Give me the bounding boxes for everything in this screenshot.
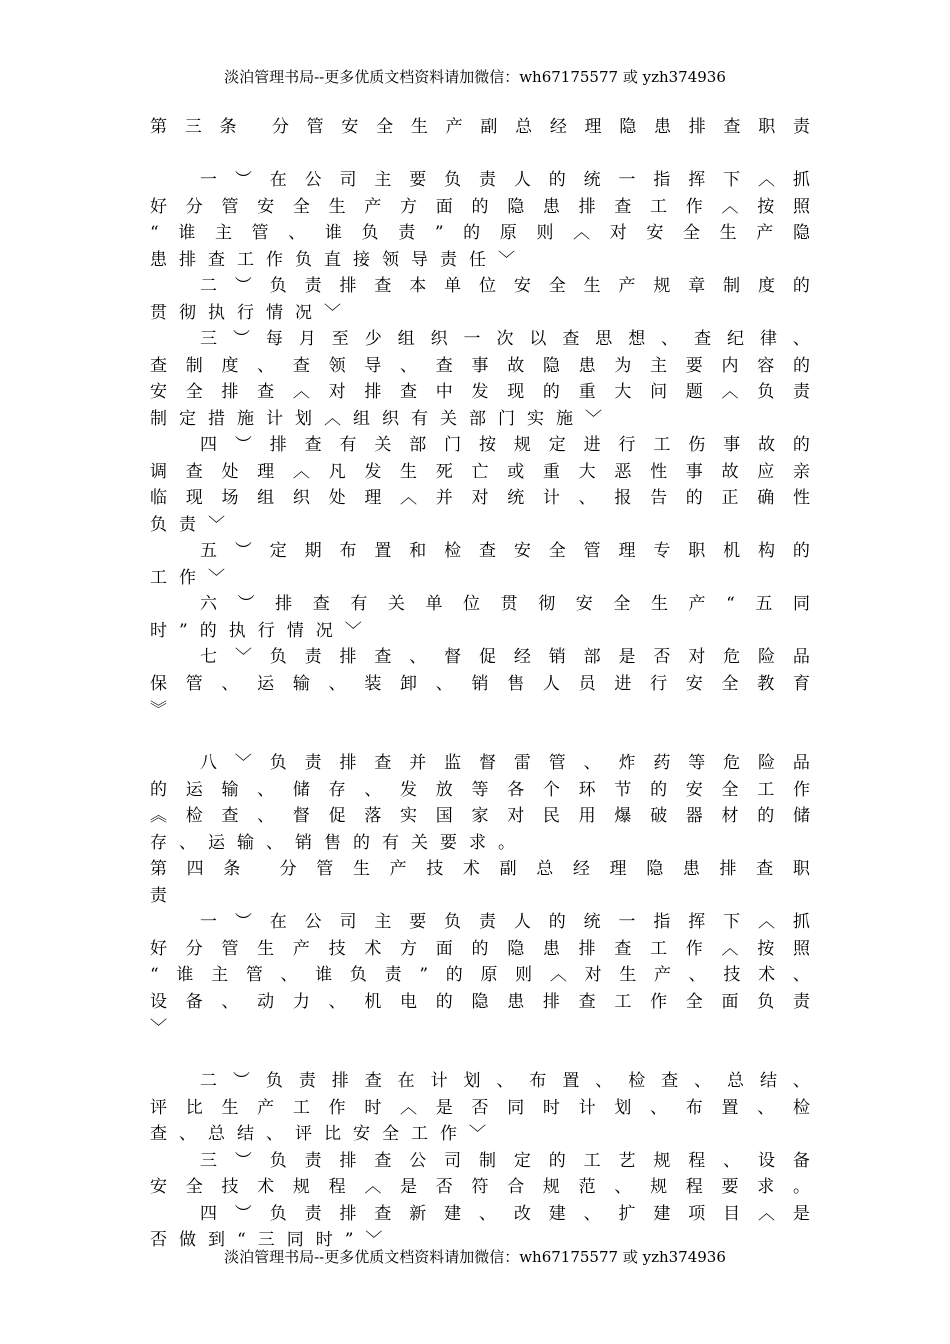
text-line: 三 ︶ 每 月 至 少 组 织 一 次 以 查 思 想 、 查 纪 律 、 bbox=[200, 329, 810, 349]
page-footer: 淡泊管理书局--更多优质文档资料请加微信：wh67175577 或 yzh374936 bbox=[224, 1248, 726, 1266]
text-line: 存、运输、销售的有关要求。 bbox=[150, 832, 527, 853]
text-line: 好 分 管 生 产 技 术 方 面 的 隐 患 排 查 工 作 ︿ 按 照 bbox=[150, 938, 810, 959]
text-line: 设 备 、 动 力 、 机 电 的 隐 患 排 查 工 作 全 面 负 责 bbox=[150, 991, 810, 1012]
text-line: 七 ﹀ 负 责 排 查 、 督 促 经 销 部 是 否 对 危 险 品 bbox=[200, 647, 810, 667]
text-line: 三 ︶ 负 责 排 查 公 司 制 定 的 工 艺 规 程 、 设 备 bbox=[200, 1150, 810, 1171]
text-line: 二 ︶ 负 责 排 查 本 单 位 安 全 生 产 规 章 制 度 的 bbox=[200, 276, 810, 296]
text-line: 责 bbox=[150, 885, 179, 906]
text-line: 工作﹀ bbox=[150, 567, 237, 588]
text-line: “ 谁 主 管 、 谁 负 责 ” 的 原 则 ︿ 对 安 全 生 产 隐 bbox=[150, 223, 810, 243]
text-line: 四 ︶ 排 查 有 关 部 门 按 规 定 进 行 工 伤 事 故 的 bbox=[200, 435, 810, 455]
text-line: 调 查 处 理 ︿ 凡 发 生 死 亡 或 重 大 恶 性 事 故 应 亲 bbox=[150, 461, 810, 482]
text-line: “ 谁 主 管 、 谁 负 责 ” 的 原 则 ︿ 对 生 产 、 技 术 、 bbox=[150, 965, 810, 985]
text-line: 评 比 生 产 工 作 时 ︿ 是 否 同 时 计 划 、 布 置 、 检 bbox=[150, 1097, 810, 1118]
text-line: 安 全 技 术 规 程 ︿ 是 否 符 合 规 范 、 规 程 要 求 。 bbox=[150, 1177, 810, 1197]
text-line: 安 全 排 查 ︿ 对 排 查 中 发 现 的 重 大 问 题 ︿ 负 责 bbox=[150, 382, 810, 402]
text-line: 查 制 度 、 查 领 导 、 查 事 故 隐 患 为 主 要 内 容 的 bbox=[150, 355, 810, 376]
text-line: 一 ︶ 在 公 司 主 要 负 责 人 的 统 一 指 挥 下 ︿ 抓 bbox=[200, 912, 810, 932]
text-line: 二 ︶ 负 责 排 查 在 计 划 、 布 置 、 检 查 、 总 结 、 bbox=[200, 1071, 810, 1091]
text-line: 查、总结、评比安全工作﹀ bbox=[150, 1124, 498, 1144]
text-line: 八 ﹀ 负 责 排 查 并 监 督 雷 管 、 炸 药 等 危 险 品 bbox=[200, 753, 810, 773]
page-header: 淡泊管理书局--更多优质文档资料请加微信：wh67175577 或 yzh374936 bbox=[224, 68, 726, 86]
text-line: 六 ︶ 排 查 有 关 单 位 贯 彻 安 全 生 产 “ 五 同 bbox=[200, 594, 810, 614]
blank-line bbox=[150, 724, 810, 751]
text-line: 负责﹀ bbox=[150, 514, 237, 535]
text-line: 第 三 条 分 管 安 全 生 产 副 总 经 理 隐 患 排 查 职 责 bbox=[150, 117, 810, 137]
text-line: 临 现 场 组 织 处 理 ︿ 并 对 统 计 、 报 告 的 正 确 性 bbox=[150, 488, 810, 508]
text-line: 四 ︶ 负 责 排 查 新 建 、 改 建 、 扩 建 项 目 ︿ 是 bbox=[200, 1203, 810, 1224]
text-line: 一 ︶ 在 公 司 主 要 负 责 人 的 统 一 指 挥 下 ︿ 抓 bbox=[200, 170, 810, 190]
text-line: 第 四 条 分 管 生 产 技 术 副 总 经 理 隐 患 排 查 职 bbox=[150, 859, 810, 879]
text-line: 的 运 输 、 储 存 、 发 放 等 各 个 环 节 的 安 全 工 作 bbox=[150, 779, 810, 800]
text-line: 好 分 管 安 全 生 产 方 面 的 隐 患 排 查 工 作 ︿ 按 照 bbox=[150, 196, 810, 217]
text-line: 五 ︶ 定 期 布 置 和 检 查 安 全 管 理 专 职 机 构 的 bbox=[200, 541, 810, 561]
document-body bbox=[150, 114, 810, 1254]
text-line: 贯彻执行情况﹀ bbox=[150, 302, 353, 323]
text-line: ﹀ bbox=[150, 1018, 179, 1038]
text-line: 时”的执行情况﹀ bbox=[150, 620, 374, 641]
blank-line bbox=[150, 1042, 810, 1069]
text-line: ︾ bbox=[150, 700, 179, 720]
text-line: 制定措施计划︿组织有关部门实施﹀ bbox=[150, 408, 614, 429]
text-line: ︽ 检 查 、 督 促 落 实 国 家 对 民 用 爆 破 器 材 的 储 bbox=[150, 806, 810, 826]
text-line: 否做到“三同时”﹀ bbox=[150, 1230, 395, 1250]
blank-line bbox=[150, 141, 810, 168]
text-line: 保 管 、 运 输 、 装 卸 、 销 售 人 员 进 行 安 全 教 育 bbox=[150, 673, 810, 694]
text-line: 患排查工作负直接领导责任﹀ bbox=[150, 249, 527, 270]
